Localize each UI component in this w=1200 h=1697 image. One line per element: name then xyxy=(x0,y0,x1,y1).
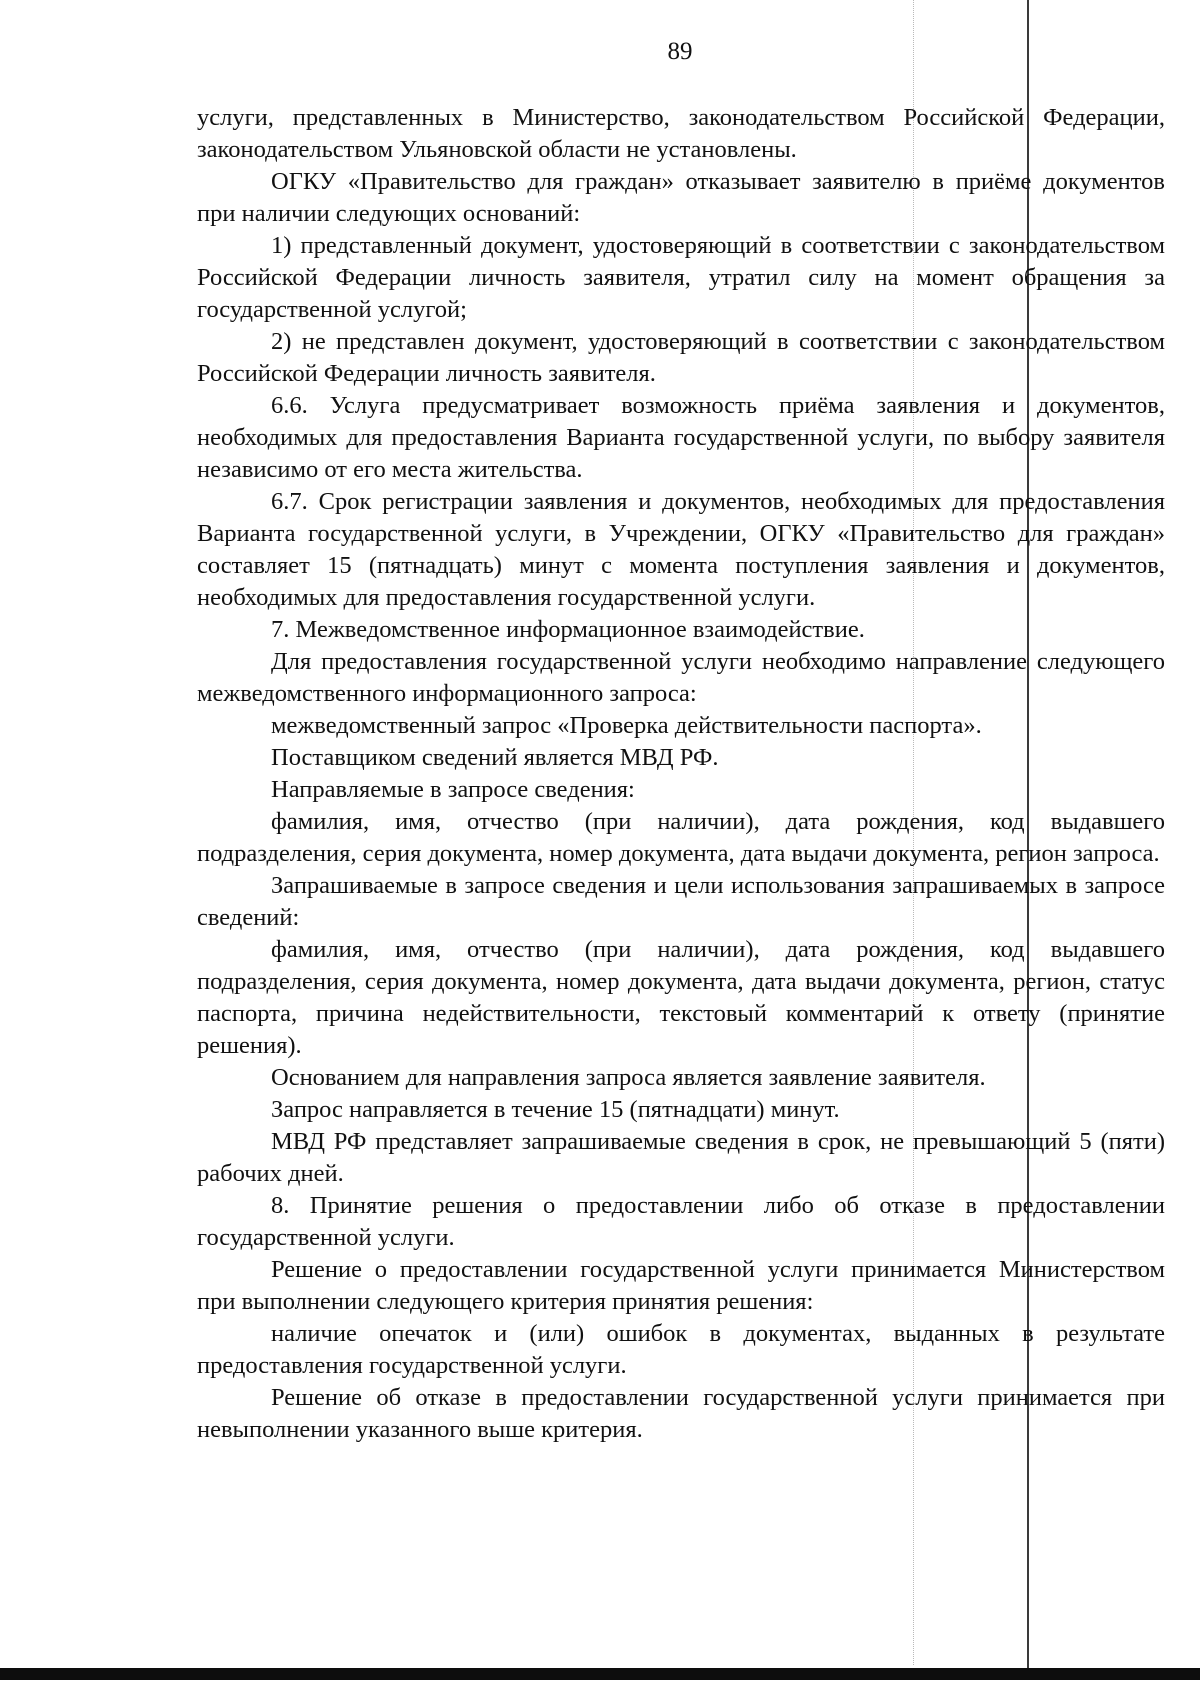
paragraph: фамилия, имя, отчество (при наличии), дата рождения, код выдавшего подразделения, серия документа, номер документа, дата выдачи документа, регион, статус паспорта, причина недействительности, текстовый комментарий к ответу (принятие решения). xyxy=(197,936,1165,1059)
paragraph: 6.6. Услуга предусматривает возможность приёма заявления и документов, необходимых для предоставления Варианта государственной услуги, по выбору заявителя независимо от его места жительства. xyxy=(197,392,1165,483)
paragraph: 6.7. Срок регистрации заявления и документов, необходимых для предоставления Варианта государственной услуги, в Учреждении, ОГКУ «Правительство для граждан» составляет 15 (пятнадцать) минут с момента поступления заявления и документов, необходимых для предоставления государственной услуги. xyxy=(197,488,1165,611)
paragraph: МВД РФ представляет запрашиваемые сведения в срок, не превышающий 5 (пяти) рабочих дней. xyxy=(197,1128,1165,1187)
paragraph: Решение об отказе в предоставлении государственной услуги принимается при невыполнении указанного выше критерия. xyxy=(197,1384,1165,1443)
paragraph: 8. Принятие решения о предоставлении либо об отказе в предоставлении государственной услуги. xyxy=(197,1192,1165,1251)
paragraph: Поставщиком сведений является МВД РФ. xyxy=(271,744,719,771)
paragraph: наличие опечаток и (или) ошибок в документах, выданных в результате предоставления государственной услуги. xyxy=(197,1320,1165,1379)
paragraph: Направляемые в запросе сведения: xyxy=(271,776,635,803)
paragraph: 7. Межведомственное информационное взаимодействие. xyxy=(271,616,865,643)
paragraph: Запрашиваемые в запросе сведения и цели использования запрашиваемых в запросе сведений: xyxy=(197,872,1165,931)
page-number: 89 xyxy=(667,38,693,65)
paragraph: 1) представленный документ, удостоверяющий в соответствии с законодательством Российской Федерации личность заявителя, утратил силу на момент обращения за государственной услугой; xyxy=(197,232,1165,323)
paragraph: фамилия, имя, отчество (при наличии), дата рождения, код выдавшего подразделения, серия документа, номер документа, дата выдачи документа, регион запроса. xyxy=(197,808,1165,867)
paragraph: Основанием для направления запроса является заявление заявителя. xyxy=(271,1064,986,1091)
paragraph: Решение о предоставлении государственной услуги принимается Министерством при выполнении следующего критерия принятия решения: xyxy=(197,1256,1165,1315)
scan-bottom-border xyxy=(0,1668,1200,1680)
document-body xyxy=(197,102,1165,1446)
paragraph: Для предоставления государственной услуги необходимо направление следующего межведомственного информационного запроса: xyxy=(197,648,1165,707)
paragraph: 2) не представлен документ, удостоверяющий в соответствии с законодательством Российской Федерации личность заявителя. xyxy=(197,328,1165,387)
paragraph: услуги, представленных в Министерство, законодательством Российской Федерации, законодательством Ульяновской области не установлены. xyxy=(197,104,1165,163)
paragraph: Запрос направляется в течение 15 (пятнадцати) минут. xyxy=(271,1096,840,1123)
paragraph: ОГКУ «Правительство для граждан» отказывает заявителю в приёме документов при наличии следующих оснований: xyxy=(197,168,1165,227)
paragraph: межведомственный запрос «Проверка действительности паспорта». xyxy=(271,712,982,739)
